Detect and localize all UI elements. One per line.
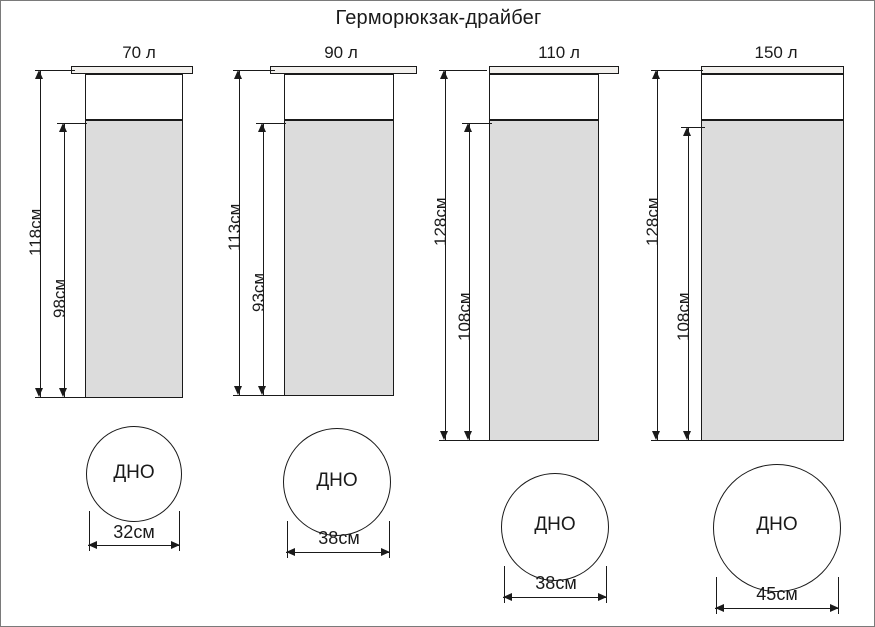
- bag-neck-2: [284, 74, 394, 120]
- dim-arrow-118-top: [35, 70, 43, 79]
- bag-body-3: [489, 120, 599, 441]
- dim-label-128b: 128см: [643, 197, 662, 246]
- dim-line-45: [715, 608, 839, 609]
- dim-arrow-128b-bottom: [652, 431, 660, 440]
- dim-arrow-108b-bottom: [683, 431, 691, 440]
- bag-neck-1: [85, 74, 183, 120]
- dim-label-108a: 108см: [455, 292, 474, 341]
- dim-line-32: [88, 545, 180, 546]
- bag-bottom-label-1: ДНО: [113, 462, 155, 483]
- bag-lid-4: [701, 66, 844, 74]
- dim-label-38a: 38см: [318, 528, 360, 548]
- dim-line-128a: [445, 70, 446, 440]
- dim-arrow-128b-top: [652, 70, 660, 79]
- dim-arrow-108a-top: [464, 123, 472, 132]
- dim-tick-2b: [233, 395, 285, 396]
- dim-line-38a: [286, 552, 390, 553]
- dim-arrow-108b-top: [683, 127, 691, 136]
- dim-line-38b: [503, 597, 607, 598]
- dim-label-45: 45см: [756, 584, 798, 604]
- dim-arrow-113-bottom: [234, 386, 242, 395]
- dim-line-128b: [657, 70, 658, 440]
- dim-label-128a: 128см: [431, 197, 450, 246]
- bag-lid-3: [489, 66, 619, 74]
- dim-tick-3b: [439, 440, 491, 441]
- dim-label-38b: 38см: [535, 573, 577, 593]
- dim-label-93: 93см: [249, 272, 268, 312]
- dim-line-108a: [469, 123, 470, 440]
- bag-body-2: [284, 120, 394, 396]
- dim-tick-1b: [35, 397, 87, 398]
- bag-bottom-label-2: ДНО: [316, 470, 358, 491]
- bag-bottom-label-4: ДНО: [756, 514, 798, 535]
- dim-label-108b: 108см: [674, 292, 693, 341]
- bag-lid-1: [71, 66, 193, 74]
- dim-arrow-113-top: [234, 70, 242, 79]
- dim-arrow-108a-bottom: [464, 431, 472, 440]
- dim-line-98: [64, 123, 65, 397]
- bag-neck-4: [701, 74, 844, 120]
- column-title-2: 90 л: [324, 43, 358, 62]
- dim-label-118: 118см: [26, 208, 45, 256]
- dim-arrow-93-top: [258, 123, 266, 132]
- dim-arrow-98-top: [59, 123, 67, 132]
- dim-label-98: 98см: [50, 278, 69, 318]
- dim-arrow-98-bottom: [59, 388, 67, 397]
- dim-arrow-118-bottom: [35, 388, 43, 397]
- dim-arrow-93-bottom: [258, 386, 266, 395]
- bag-lid-2: [270, 66, 417, 74]
- bag-neck-3: [489, 74, 599, 120]
- column-title-1: 70 л: [122, 43, 156, 62]
- bag-bottom-label-3: ДНО: [534, 514, 576, 535]
- bag-body-1: [85, 120, 183, 398]
- column-title-4: 150 л: [754, 43, 798, 62]
- dim-line-108b: [688, 127, 689, 440]
- bag-body-4: [701, 120, 844, 441]
- dim-tick-4b: [651, 440, 703, 441]
- column-title-3: 110 л: [538, 43, 580, 62]
- dim-label-32: 32см: [113, 522, 155, 542]
- dim-arrow-128a-top: [440, 70, 448, 79]
- dim-line-93: [263, 123, 264, 395]
- page-title: Герморюкзак-драйбег: [335, 7, 542, 29]
- dim-arrow-128a-bottom: [440, 431, 448, 440]
- dim-label-113: 113см: [225, 203, 244, 251]
